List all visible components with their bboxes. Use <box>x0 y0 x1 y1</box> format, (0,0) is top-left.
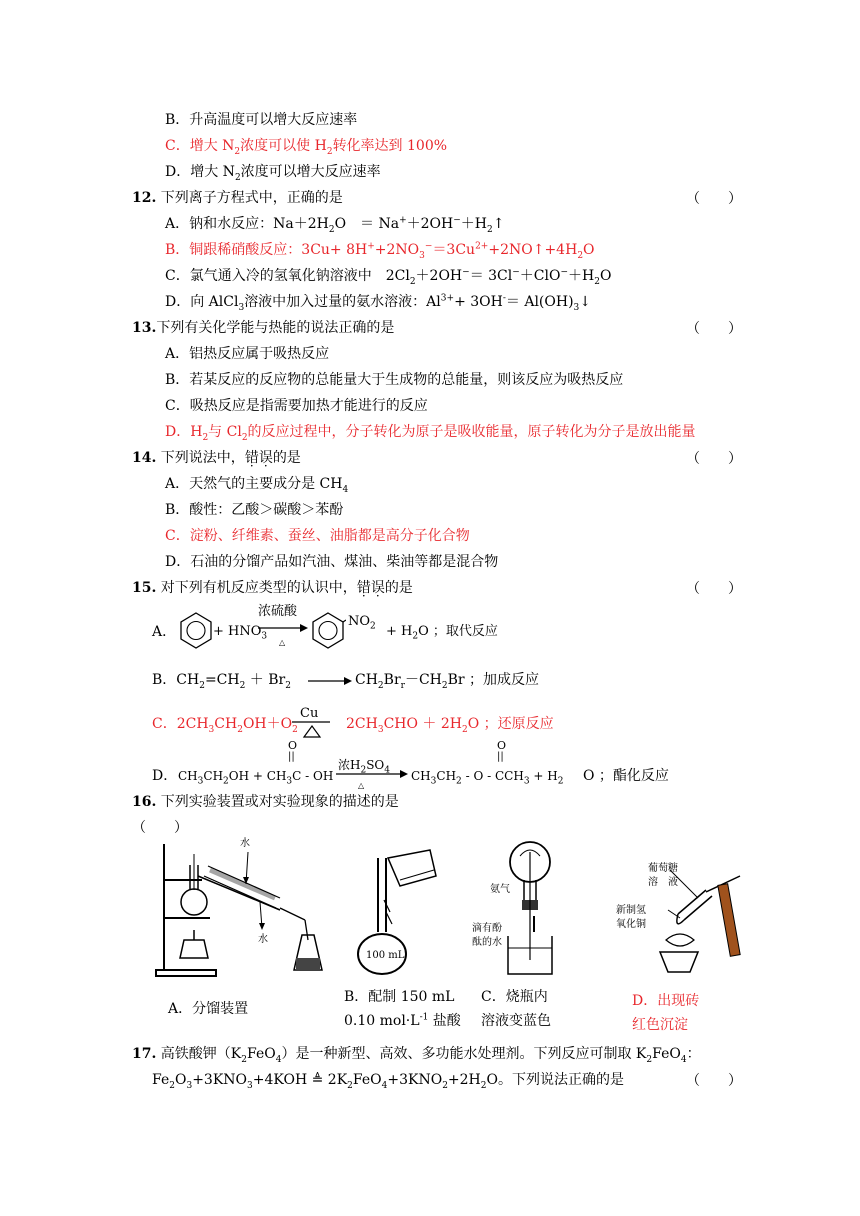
q13-answer-paren: （ ） <box>686 321 742 337</box>
q15-option-a-label: A． <box>152 624 177 640</box>
q13-stem: 13.下列有关化学能与热能的说法正确的是 <box>132 320 395 336</box>
ammonia-label: 氨气 <box>490 884 510 895</box>
caption-b-line2: 0.10 $mol\cdot L^{-1}$ 盐酸 <box>344 1012 461 1029</box>
q15-b-arrow-icon <box>308 675 352 687</box>
caption-c-line2: 溶液变蓝色 <box>481 1013 551 1029</box>
phenolphthalein-label-line1: 滴有酚 <box>472 923 502 934</box>
q12-option-c: C．氯气通入冷的氢氧化钠溶液中 $2Cl_2+2OH^-= 3Cl^-+ClO^-+H_2O$ <box>165 267 612 287</box>
q15-option-c: C．$2CH_3CH_2OH+O_2$ <box>152 716 298 735</box>
q13-option-a: A．铝热反应属于吸热反应 <box>165 346 330 362</box>
q13-option-d: D．$H_2$与 $Cl_2$的反应过程中，分子转化为原子是吸收能量，原子转化为分子是放出能量 <box>165 424 696 443</box>
q15-d-arrow-icon <box>336 768 408 780</box>
caption-c-line1: C．烧瓶内 <box>481 989 548 1005</box>
q15-d-carbonyl-bond: || <box>288 751 295 762</box>
q15-c-arrow-icon <box>292 720 332 740</box>
q15-a-product: + $H_2O$ ；取代反应 <box>386 624 498 642</box>
q15-a-heat: △ <box>279 638 286 647</box>
copper-hydroxide-label-line1: 新制氢 <box>616 905 646 916</box>
q15-d-products: $CH_3CH_2 - O - CCH_3 + H_2$ <box>411 769 564 787</box>
caption-d-line2: 红色沉淀 <box>632 1017 688 1033</box>
q15-a-reactant: + $HNO_3$ <box>213 624 268 642</box>
q14-option-d: D．石油的分馏产品如汽油、煤油、柴油等都是混合物 <box>165 554 499 570</box>
distillation-apparatus-figure <box>150 840 330 980</box>
q17-answer-paren: （ ） <box>686 1073 742 1089</box>
q14-option-b: B．酸性：乙酸＞碳酸＞苯酚 <box>165 502 344 518</box>
q12-option-d: D．向 AlCl$_3$溶液中加入过量的氨水溶液：$Al^{3+}+ 3OH^-=$ $Al(OH)_3↓$ <box>165 293 592 313</box>
q15-d-catalyst: 浓$H_2SO_4$ <box>338 758 390 776</box>
caption-a: A．分馏装置 <box>168 1001 249 1017</box>
glucose-test-figure <box>640 840 755 975</box>
q15-d-ester-bond: || <box>497 751 504 762</box>
q17-equation: $Fe_2O_3+3KNO_3+4KOH$ ≜ $2K_2FeO_4+3KNO_2+2H_2O$。下列说法正确的是 <box>152 1072 624 1091</box>
flask-volume-label: 100 mL <box>366 950 405 961</box>
benzene-ring-icon <box>310 610 346 650</box>
caption-d-line1: D．出现砖 <box>632 993 700 1009</box>
glucose-label-line2: 溶 液 <box>648 877 678 888</box>
q13-option-c: C．吸热反应是指需要加热才能进行的反应 <box>165 398 428 414</box>
q15-c-product: $2CH_3CHO + 2H_2O$ ；还原反应 <box>346 716 554 735</box>
glucose-label-line1: 葡萄糖 <box>648 863 678 874</box>
q14-answer-paren: （ ） <box>686 451 742 467</box>
q15-a-catalyst: 浓硫酸 <box>258 604 298 619</box>
distillation-water-in-label: 水 <box>240 838 250 849</box>
q12-stem: 12. 下列离子方程式中，正确的是 <box>132 190 343 206</box>
q15-b-product: $CH_2Br_r-CH_2Br$ ；加成反应 <box>355 672 540 691</box>
q16-stem: 16. 下列实验装置或对实验现象的描述的是 <box>132 794 399 810</box>
q11-option-b: B．升高温度可以增大反应速率 <box>165 112 358 128</box>
q11-option-d: D．增大 $N_2$浓度可以增大反应速率 <box>165 164 381 183</box>
caption-b-line1: B．配制 150 mL <box>344 989 455 1005</box>
q15-d-type: O ；酯化反应 <box>583 768 669 784</box>
q15-option-d-label: D． <box>152 768 178 784</box>
copper-hydroxide-label-line2: 氧化铜 <box>616 919 646 930</box>
q14-stem: 14. 下列说法中，错误的是 <box>132 450 301 466</box>
q15-c-catalyst: Cu <box>300 706 319 721</box>
q15-d-ester-o: O <box>497 739 507 752</box>
q15-option-b: B．$CH_2=CH_2 + Br_2$ <box>152 672 291 691</box>
distillation-water-out-label: 水 <box>258 934 268 945</box>
q15-answer-paren: （ ） <box>686 581 742 597</box>
benzene-ring-icon <box>178 610 214 650</box>
q15-d-heat: △ <box>358 781 365 790</box>
ammonia-fountain-figure <box>464 840 564 980</box>
q14-option-a: A．天然气的主要成分是 $CH_4$ <box>165 476 349 495</box>
q13-option-b: B．若某反应的反应物的总能量大于生成物的总能量，则该反应为吸热反应 <box>165 372 624 388</box>
q15-a-nitro: $NO_2$ <box>348 614 376 632</box>
q16-answer-paren: （ ） <box>132 820 188 836</box>
q15-d-carbonyl-o: O <box>288 739 298 752</box>
q11-option-c: C．增大 $N_2$浓度可以使 $H_2$转化率达到 100% <box>165 138 448 157</box>
q15-d-reactants: $CH_3CH_2OH + CH_3C$ - OH <box>178 769 334 787</box>
q15-stem: 15. 对下列有机反应类型的认识中，错误的是 <box>132 580 413 596</box>
q17-stem: 17. 高铁酸钾$(K_2FeO_4)$是一种新型、高效、多功能水处理剂。下列反应可制取 $K_2FeO_4$： <box>132 1046 701 1065</box>
q12-option-a: A．钠和水反应：$Na+2H_2O$ ＝ $Na^++2OH^-+H_2↑$ <box>165 215 505 235</box>
phenolphthalein-label-line2: 酞的水 <box>472 937 502 948</box>
q12-option-b: B．铜跟稀硝酸反应：$3Cu+ 8H^++2NO_3^-=3Cu^{2+}+2NO↑+4H_2O$ <box>165 241 595 261</box>
q14-option-c: C．淀粉、纤维素、蚕丝、油脂都是高分子化合物 <box>165 528 470 544</box>
q12-answer-paren: （ ） <box>686 191 742 207</box>
